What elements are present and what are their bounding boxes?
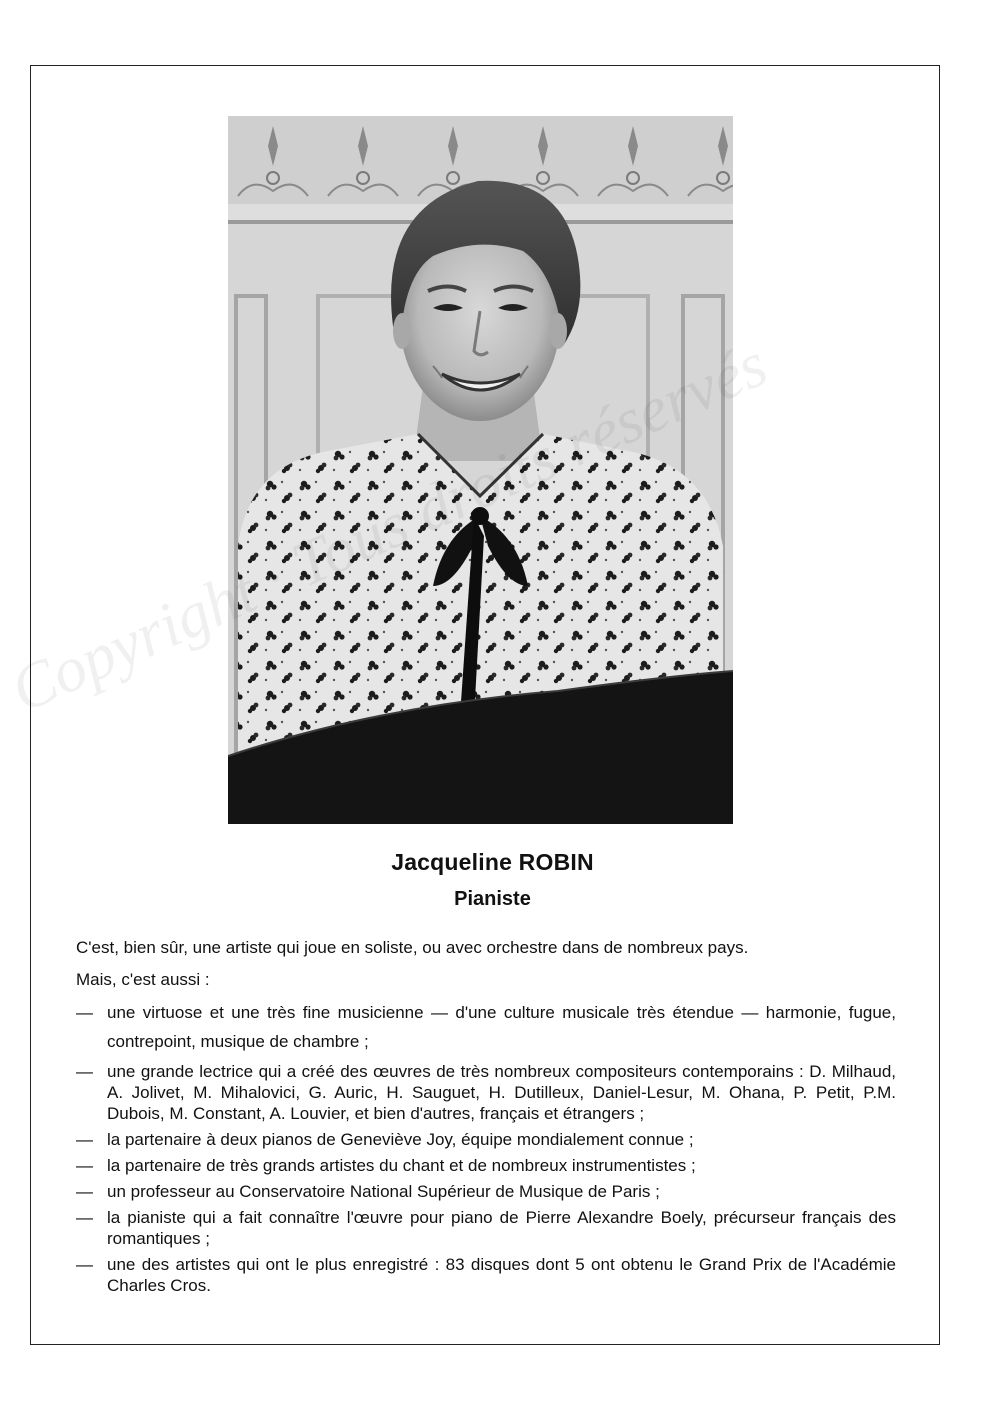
artist-role: Pianiste — [454, 888, 531, 910]
list-item-text: une grande lectrice qui a créé des œuvres de très nombreux compositeurs contemporains : D. Milhaud, A. Jolivet, M. Mihalovici, G. Auric, H. Sauguet, H. Dutilleux, Daniel-Lesur, M. Ohana, P. Petit, P.M. Dubois, M. Constant, A. Louvier, et bien d'autres, français et étrangers ; — [107, 1062, 896, 1123]
artist-name: Jacqueline ROBIN — [391, 849, 594, 875]
list-item-text: une virtuose et une très fine musicienne — d'une culture musicale très étendue — harmonie, fugue, contrepoint, musique de chambre ; — [107, 1003, 896, 1051]
intro-line-1: C'est, bien sûr, une artiste qui joue en soliste, ou avec orchestre dans de nombreux pays. — [76, 938, 749, 957]
list-item — [76, 1061, 896, 1124]
portrait-photo — [228, 116, 733, 824]
list-item-text: un professeur au Conservatoire National Supérieur de Musique de Paris ; — [107, 1182, 660, 1201]
achievements-list — [76, 998, 896, 1301]
list-item-text: la partenaire à deux pianos de Geneviève Joy, équipe mondialement connue ; — [107, 1130, 694, 1149]
dash-marker: — — [76, 1208, 93, 1227]
copyright-watermark: Copyright — [0, 555, 267, 726]
list-item — [76, 1181, 896, 1202]
list-item-text: la partenaire de très grands artistes du chant et de nombreux instrumentistes ; — [107, 1156, 696, 1175]
dash-marker: — — [76, 1003, 93, 1022]
dash-marker: — — [76, 1182, 93, 1201]
list-item-text: la pianiste qui a fait connaître l'œuvre pour piano de Pierre Alexandre Boely, précurseur français des romantiques ; — [107, 1208, 896, 1248]
list-item-text: une des artistes qui ont le plus enregistré : 83 disques dont 5 ont obtenu le Grand Prix de l'Académie Charles Cros. — [107, 1255, 896, 1295]
dash-marker: — — [76, 1130, 93, 1149]
intro-line-2: Mais, c'est aussi : — [76, 970, 210, 989]
dash-marker: — — [76, 1255, 93, 1274]
list-item — [76, 1155, 896, 1176]
list-item — [76, 1129, 896, 1150]
list-item — [76, 998, 896, 1056]
list-item — [76, 1254, 896, 1296]
list-item — [76, 1207, 896, 1249]
dash-marker: — — [76, 1156, 93, 1175]
dash-marker: — — [76, 1062, 93, 1081]
